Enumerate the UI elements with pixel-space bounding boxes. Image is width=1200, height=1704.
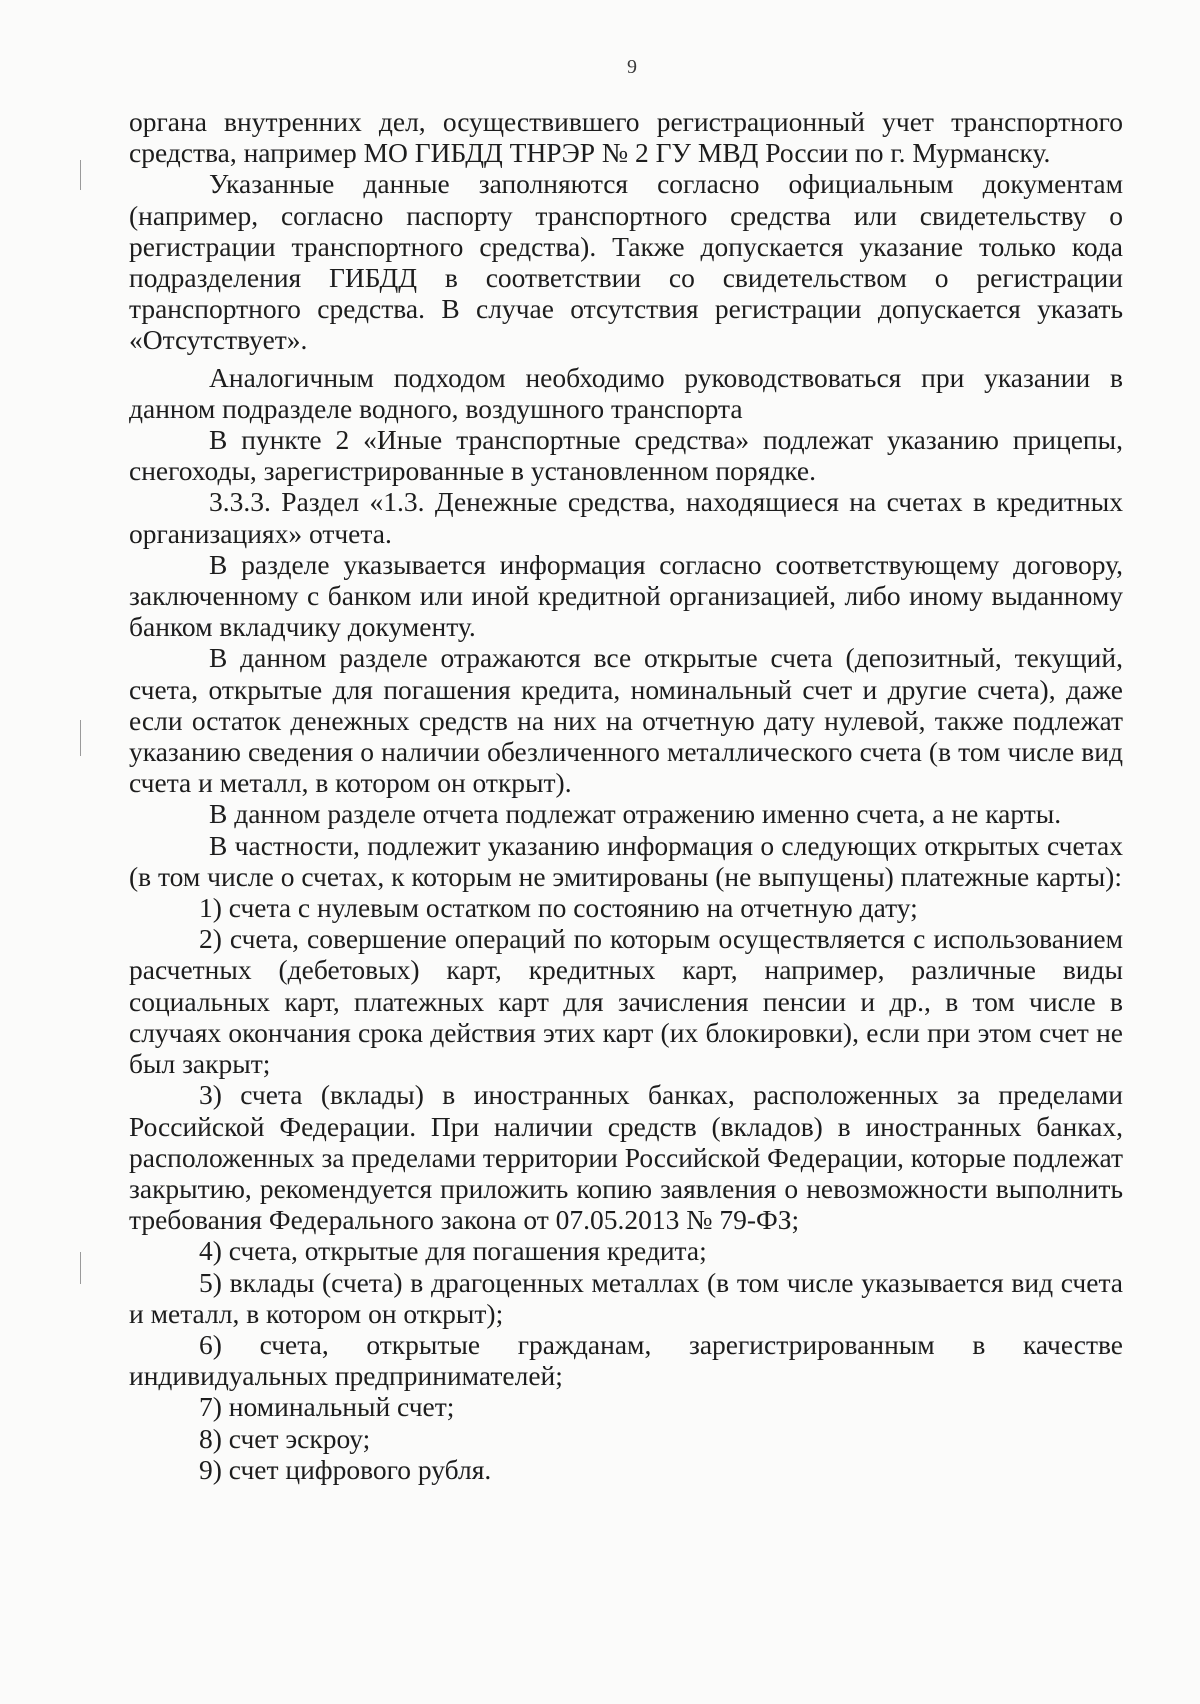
page-number: 9 [627, 56, 637, 78]
paragraph: В частности, подлежит указанию информация о следующих открытых счетах (в том числе о счетах, к которым не эмитированы (не выпущены) платежные карты): [129, 829, 1123, 892]
list-item: 1) счета с нулевым остатком по состоянию на отчетную дату; [199, 892, 918, 924]
list-item: 8) счет эскроу; [199, 1422, 371, 1454]
document-body [129, 106, 1123, 1485]
list-item: 4) счета, открытые для погашения кредита; [199, 1235, 707, 1267]
paragraph: В данном разделе отражаются все открытые счета (депозитный, текущий, счета, открытые для погашения кредита, номинальный счет и другие счета), даже если остаток денежных средств на них на отчетную дату нулевой, также подлежат указанию сведения о наличии обезличенного металлического счета (в том числе вид счета и металл, в котором он открыт). [129, 642, 1123, 799]
list-item: 3) счета (вклады) в иностранных банках, расположенных за пределами Российской Федерации. При наличии средств (вкладов) в иностранных банках, расположенных за пределами территории Российской Федерации, которые подлежат закрытию, рекомендуется приложить копию заявления о невозможности выполнить требования Федерального закона от 07.05.2013 № 79-ФЗ; [129, 1079, 1123, 1236]
list-item: 6) счета, открытые гражданам, зарегистрированным в качестве индивидуальных предпринимателей; [129, 1328, 1123, 1392]
paragraph: Аналогичным подходом необходимо руководствоваться при указании в данном подразделе водного, воздушного транспорта [129, 361, 1123, 424]
margin-mark [80, 160, 81, 190]
paragraph: В данном разделе отчета подлежат отражению именно счета, а не карты. [209, 798, 1062, 830]
list-item: 9) счет цифрового рубля. [199, 1453, 492, 1485]
list-item: 2) счета, совершение операций по которым осуществляется с использованием расчетных (дебетовых) карт, кредитных карт, например, различные виды социальных карт, платежных карт для зачисления пенсии и др., в том числе в случаях окончания срока действия этих карт (их блокировки), если при этом счет не был закрыт; [129, 923, 1123, 1080]
list-item: 7) номинальный счет; [199, 1391, 455, 1423]
paragraph: органа внутренних дел, осуществившего регистрационный учет транспортного средства, например МО ГИБДД ТНРЭР № 2 ГУ МВД России по г. Мурманску. [129, 106, 1123, 169]
margin-mark [80, 1252, 81, 1284]
paragraph: В пункте 2 «Иные транспортные средства» подлежат указанию прицепы, снегоходы, зарегистрированные в установленном порядке. [129, 424, 1123, 487]
margin-mark [80, 720, 81, 756]
paragraph: В разделе указывается информация согласно соответствующему договору, заключенному с банком или иной кредитной организацией, либо иному выданному банком вкладчику документу. [129, 548, 1123, 643]
section-heading: 3.3.3. Раздел «1.3. Денежные средства, находящиеся на счетах в кредитных организациях» отчета. [129, 486, 1123, 549]
paragraph: Указанные данные заполняются согласно официальным документам (например, согласно паспорту транспортного средства или свидетельству о регистрации транспортного средства). Также допускается указание только кода подразделения ГИБДД в соответствии со свидетельством о регистрации транспортного средства. В случае отсутствия регистрации допускается указать «Отсутствует». [129, 168, 1123, 356]
list-item: 5) вклады (счета) в драгоценных металлах (в том числе указывается вид счета и металл, в котором он открыт); [129, 1266, 1123, 1329]
